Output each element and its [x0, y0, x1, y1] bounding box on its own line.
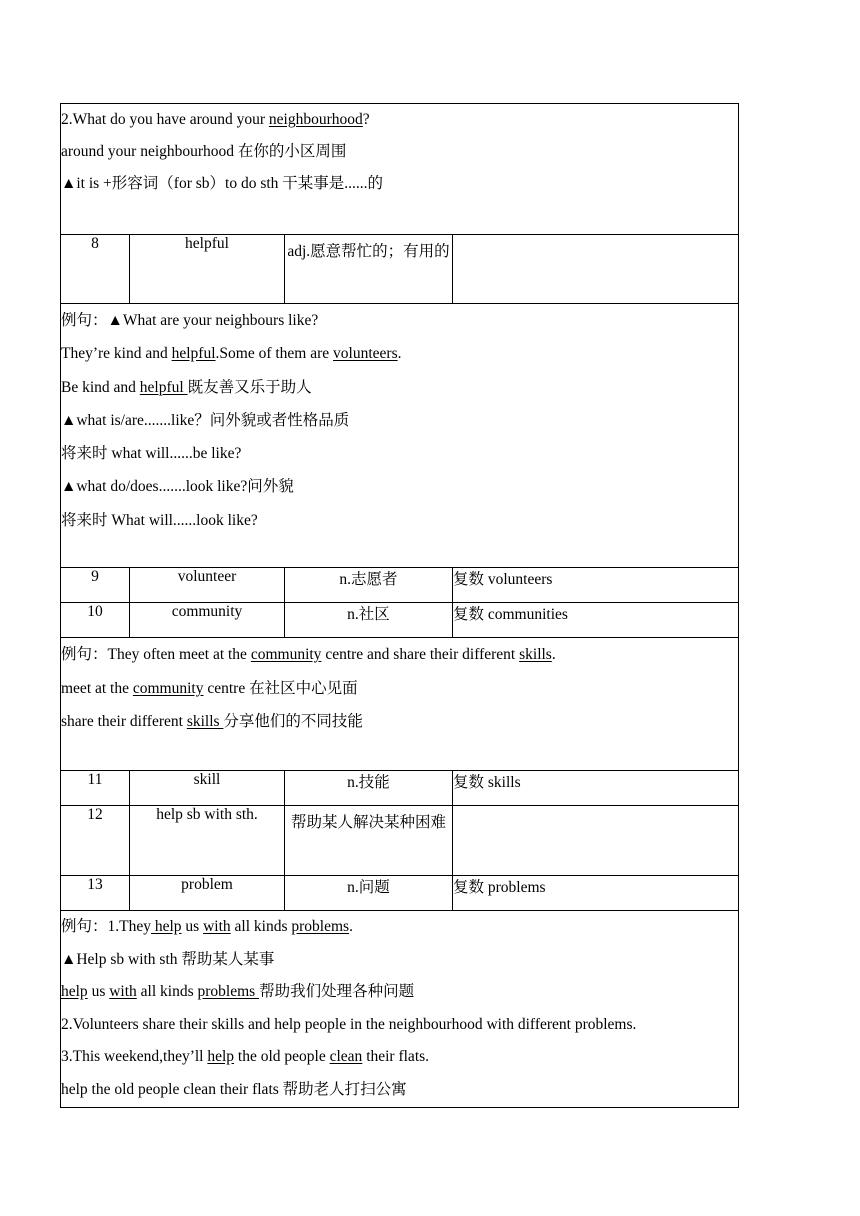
text-segment: 例句：They often meet at the	[61, 646, 251, 663]
text-segment: centre and share their different	[321, 646, 520, 663]
text-segment: us	[181, 918, 204, 935]
underlined-term: with	[203, 918, 231, 935]
vocab-meaning: n.技能	[285, 771, 453, 806]
example-lines	[61, 304, 738, 537]
vocab-meaning: n.志愿者	[285, 568, 453, 603]
text-segment: .	[551, 646, 556, 663]
text-segment: us	[87, 983, 110, 1000]
text-segment: all kinds	[230, 918, 292, 935]
example-block	[61, 911, 739, 1108]
example-line	[61, 371, 738, 404]
example-line	[61, 437, 738, 470]
vocab-word: help sb with sth.	[130, 806, 285, 876]
vocab-plural: 复数 volunteers	[453, 568, 739, 603]
text-segment: help the old people clean their flats 帮助老人打扫公寓	[61, 1080, 407, 1098]
text-segment: the old people	[234, 1048, 330, 1065]
row-number: 11	[61, 771, 130, 806]
text-segment: 帮助我们处理各种问题	[259, 983, 415, 1000]
example-line	[61, 1009, 738, 1042]
vocab-word: skill	[130, 771, 285, 806]
example-line	[61, 504, 738, 537]
underlined-term: helpful	[171, 345, 216, 363]
text-segment: Be kind and	[61, 378, 140, 396]
text-segment: 例句：1.They	[61, 918, 151, 935]
vocab-row	[61, 806, 739, 876]
example-block	[61, 304, 739, 568]
row-number: 12	[61, 806, 130, 876]
underlined-term: problems	[197, 983, 260, 1000]
text-segment: .	[349, 918, 353, 935]
vocab-word: problem	[130, 876, 285, 911]
underlined-term: with	[109, 983, 137, 1000]
vocab-plural	[453, 806, 739, 876]
example-line	[61, 976, 738, 1009]
example-line	[61, 470, 738, 503]
text-segment: 2.What do you have around your	[61, 111, 269, 128]
vocab-plural: 复数 skills	[453, 771, 739, 806]
example-block	[61, 104, 739, 235]
example-line	[61, 1074, 738, 1107]
example-line	[61, 404, 738, 437]
row-number: 13	[61, 876, 130, 911]
vocab-plural: 复数 problems	[453, 876, 739, 911]
text-segment: all kinds	[136, 983, 198, 1000]
text-segment: around your neighbourhood 在你的小区周围	[61, 143, 347, 160]
row-number: 9	[61, 568, 130, 603]
underlined-term: community	[250, 646, 322, 663]
text-segment: their flats.	[362, 1048, 430, 1065]
vocab-row	[61, 876, 739, 911]
vocab-plural: 复数 communities	[453, 603, 739, 638]
text-segment: 2.Volunteers share their skills and help people in the neighbourhood with different problems.	[61, 1015, 637, 1033]
underlined-term: skills	[519, 646, 552, 663]
vocab-row	[61, 603, 739, 638]
text-segment: ▲what is/are.......like？问外貌或者性格品质	[61, 411, 350, 429]
underlined-term: volunteers	[333, 345, 398, 363]
text-segment: ?	[362, 111, 370, 128]
vocab-meaning: n.问题	[285, 876, 453, 911]
example-line	[61, 944, 738, 977]
example-block-row	[61, 638, 739, 771]
text-segment: ▲Help sb with sth 帮助某人某事	[61, 950, 275, 968]
example-lines	[61, 638, 738, 739]
example-line	[61, 705, 738, 739]
underlined-term: community	[132, 679, 204, 697]
vocab-word: community	[130, 603, 285, 638]
text-segment: ▲it is +形容词（for sb）to do sth 干某事是......的	[61, 175, 384, 192]
text-segment: They’re kind and	[61, 345, 172, 363]
underlined-term: clean	[329, 1048, 363, 1065]
example-block	[61, 638, 739, 771]
text-segment: 将来时 what will......be like?	[61, 445, 242, 463]
underlined-term: neighbourhood	[268, 111, 363, 128]
underlined-term: helpful	[139, 378, 188, 396]
example-line	[61, 168, 738, 200]
example-line	[61, 638, 738, 672]
vocab-meaning: adj.愿意帮忙的；有用的	[285, 235, 453, 304]
row-number: 8	[61, 235, 130, 304]
vocabulary-table	[60, 103, 739, 1108]
vocab-row	[61, 235, 739, 304]
example-line	[61, 1041, 738, 1074]
vocab-meaning: n.社区	[285, 603, 453, 638]
example-block-row	[61, 104, 739, 235]
underlined-term: help	[61, 983, 88, 1000]
underlined-term: help	[207, 1048, 235, 1065]
vocab-meaning: 帮助某人解决某种困难	[285, 806, 453, 876]
text-segment: 既友善又乐于助人	[187, 378, 312, 396]
text-segment: 3.This weekend,they’ll	[61, 1048, 208, 1065]
text-segment: .Some of them are	[215, 345, 334, 363]
text-segment: ▲what do/does.......look like?问外貌	[61, 478, 294, 496]
text-segment: centre 在社区中心见面	[203, 679, 358, 697]
example-block-row	[61, 304, 739, 568]
text-segment: meet at the	[61, 679, 133, 697]
example-line	[61, 136, 738, 168]
underlined-term: skills	[186, 713, 224, 730]
example-line	[61, 911, 738, 944]
example-line	[61, 304, 738, 337]
row-number: 10	[61, 603, 130, 638]
text-segment: share their different	[61, 713, 187, 730]
text-segment: 分享他们的不同技能	[223, 713, 363, 730]
text-segment: .	[397, 345, 402, 363]
example-lines	[61, 104, 738, 200]
underlined-term: problems	[291, 918, 350, 935]
text-segment: 将来时 What will......look like?	[61, 511, 258, 529]
vocab-row	[61, 568, 739, 603]
vocab-word: volunteer	[130, 568, 285, 603]
text-segment: 例句：▲What are your neighbours like?	[61, 312, 319, 329]
example-block-row	[61, 911, 739, 1108]
example-line	[61, 104, 738, 136]
vocabulary-worksheet	[60, 103, 738, 1108]
underlined-term: help	[150, 918, 182, 935]
example-line	[61, 337, 738, 370]
vocab-word: helpful	[130, 235, 285, 304]
vocab-plural	[453, 235, 739, 304]
example-lines	[61, 911, 738, 1106]
vocab-row	[61, 771, 739, 806]
example-line	[61, 672, 738, 706]
